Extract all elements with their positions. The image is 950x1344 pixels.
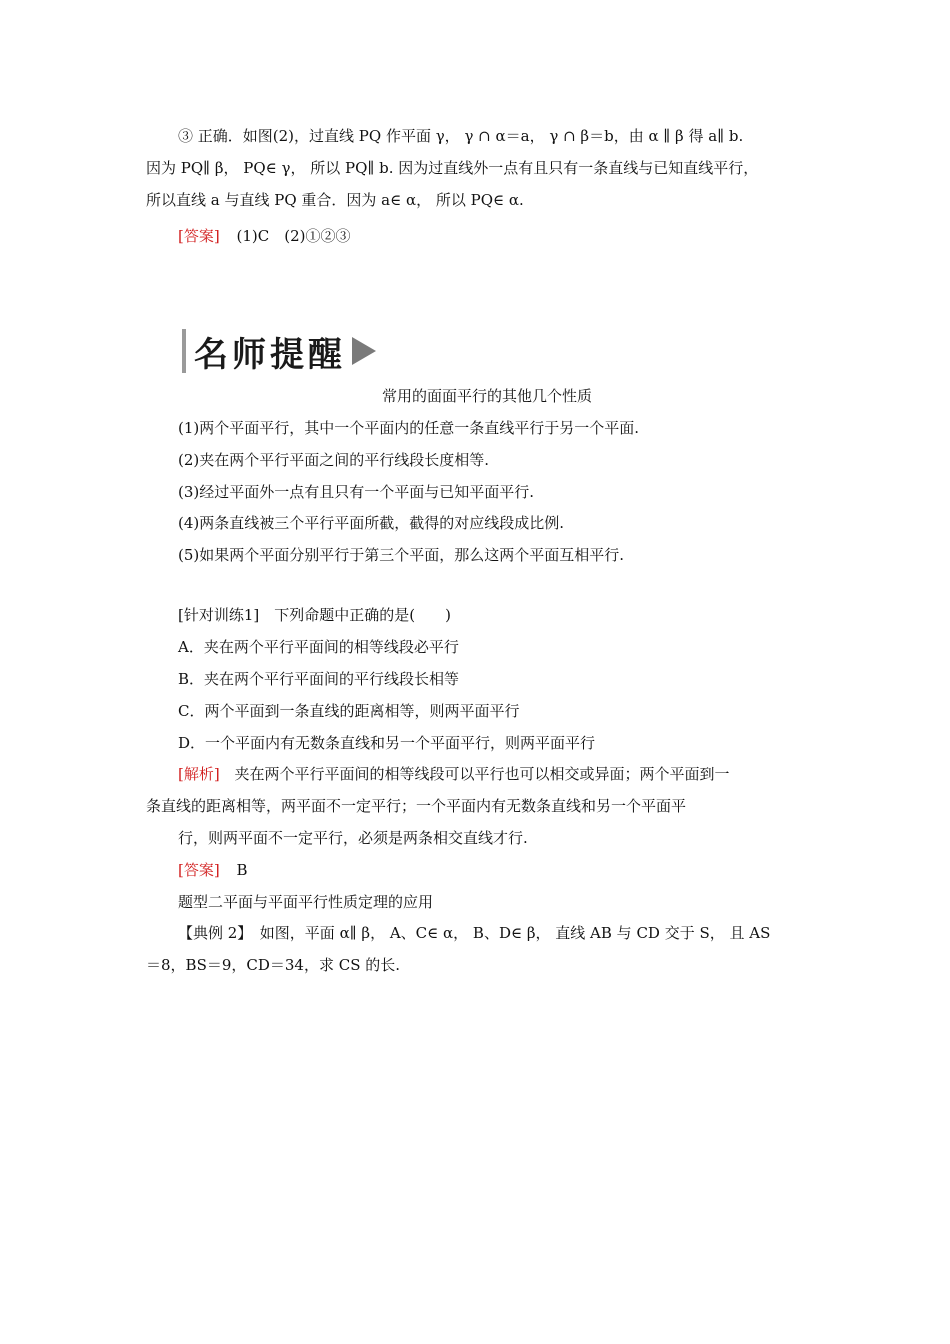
answer-1	[178, 226, 350, 246]
option-d: D．一个平面内有无数条直线和另一个平面平行，则两平面平行	[178, 734, 596, 752]
answer-text: (1)C (2)①②③	[236, 227, 351, 245]
answer-tag: [答案]	[178, 227, 220, 245]
proof-line-1: ③ 正确．如图(2)，过直线 PQ 作平面 γ， γ ∩ α＝a， γ ∩ β＝b，由 α ∥ β 得 a∥ b.	[178, 127, 744, 145]
answer-text: B	[236, 861, 248, 879]
option-c: C．两个平面到一条直线的距离相等，则两平面平行	[178, 702, 520, 720]
tip-item-1: (1)两个平面平行，其中一个平面内的任意一条直线平行于另一个平面.	[178, 419, 640, 437]
tips-heading: 常用的面面平行的其他几个性质	[382, 387, 593, 405]
tip-item-3: (3)经过平面外一点有且只有一个平面与已知平面平行.	[178, 483, 535, 501]
answer-2	[178, 860, 248, 880]
header-bar	[182, 329, 186, 373]
play-arrow-icon	[352, 337, 376, 365]
exercise-stem: [针对训练1] 下列命题中正确的是( )	[178, 606, 451, 624]
proof-line-2: 因为 PQ∥ β， PQ∈ γ， 所以 PQ∥ b. 因为过直线外一点有且只有一条直线与已知直线平行，	[146, 159, 759, 177]
section-title: 名师提醒	[194, 334, 346, 375]
tip-item-4: (4)两条直线被三个平行平面所截，截得的对应线段成比例.	[178, 514, 565, 532]
analysis-line-2: 条直线的距离相等，两平面不一定平行；一个平面内有无数条直线和另一个平面平	[146, 797, 687, 815]
analysis-text-1: 夹在两个平行平面间的相等线段可以平行也可以相交或异面；两个平面到一	[234, 765, 730, 783]
answer-tag: [答案]	[178, 861, 220, 879]
example-line-2: ＝8，BS＝9，CD＝34，求 CS 的长.	[146, 956, 401, 974]
tip-item-2: (2)夹在两个平行平面之间的平行线段长度相等.	[178, 451, 490, 469]
option-b: B．夹在两个平行平面间的平行线段长相等	[178, 670, 460, 688]
analysis-line-1	[178, 764, 730, 784]
example-line-1: 【典例 2】 如图，平面 α∥ β， A、C∈ α， B、D∈ β， 直线 AB 与 CD 交于 S， 且 AS	[178, 924, 771, 942]
tip-item-5: (5)如果两个平面分别平行于第三个平面，那么这两个平面互相平行.	[178, 546, 625, 564]
analysis-line-3: 行，则两平面不一定平行，必须是两条相交直线才行.	[178, 829, 528, 847]
section-header	[182, 328, 376, 374]
type-two-title: 题型二平面与平面平行性质定理的应用	[178, 893, 434, 911]
analysis-tag: [解析]	[178, 765, 220, 783]
option-a: A．夹在两个平行平面间的相等线段必平行	[178, 638, 459, 656]
proof-line-3: 所以直线 a 与直线 PQ 重合．因为 a∈ α， 所以 PQ∈ α.	[146, 191, 524, 209]
